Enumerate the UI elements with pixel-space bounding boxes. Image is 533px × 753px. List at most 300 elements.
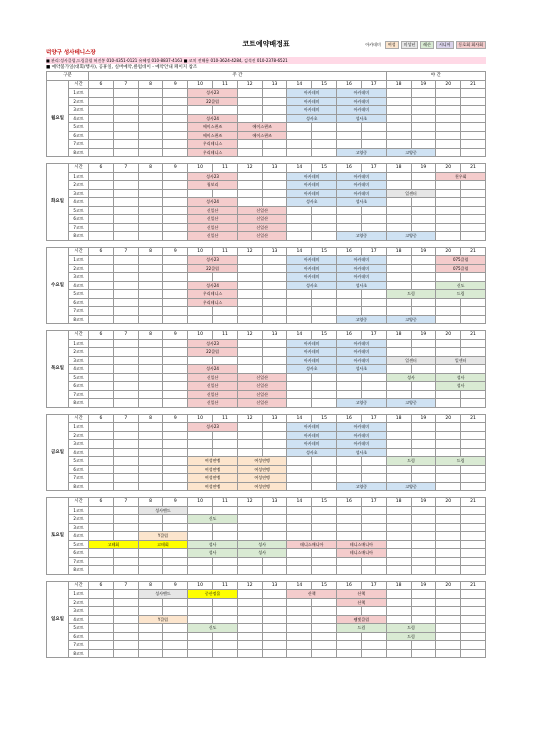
empty-slot[interactable] <box>113 189 138 198</box>
empty-slot[interactable] <box>386 590 411 599</box>
empty-slot[interactable] <box>436 641 461 650</box>
empty-slot[interactable] <box>89 632 114 641</box>
empty-slot[interactable] <box>89 131 114 140</box>
empty-slot[interactable] <box>411 223 436 232</box>
empty-slot[interactable] <box>138 181 163 190</box>
empty-slot[interactable] <box>436 89 461 98</box>
empty-slot[interactable] <box>337 307 362 316</box>
empty-slot[interactable] <box>113 307 138 316</box>
empty-slot[interactable] <box>262 339 287 348</box>
empty-slot[interactable] <box>461 515 486 524</box>
empty-slot[interactable] <box>386 641 411 650</box>
empty-slot[interactable] <box>163 382 188 391</box>
booking-cell[interactable]: 성사23 <box>188 256 238 265</box>
empty-slot[interactable] <box>237 607 262 616</box>
empty-slot[interactable] <box>237 632 262 641</box>
booking-cell[interactable]: 아카데미 <box>337 356 387 365</box>
empty-slot[interactable] <box>138 356 163 365</box>
empty-slot[interactable] <box>163 307 188 316</box>
empty-slot[interactable] <box>436 474 461 483</box>
empty-slot[interactable] <box>213 523 238 532</box>
empty-slot[interactable] <box>163 232 188 241</box>
empty-slot[interactable] <box>337 557 362 566</box>
empty-slot[interactable] <box>138 365 163 374</box>
empty-slot[interactable] <box>213 307 238 316</box>
booking-cell[interactable]: 테니스매니아 <box>337 540 387 549</box>
booking-cell[interactable]: 아카데미 <box>287 339 337 348</box>
empty-slot[interactable] <box>237 172 262 181</box>
empty-slot[interactable] <box>361 566 386 575</box>
empty-slot[interactable] <box>163 256 188 265</box>
empty-slot[interactable] <box>287 307 312 316</box>
booking-cell[interactable]: 우리테니스 <box>188 140 238 149</box>
empty-slot[interactable] <box>287 315 312 324</box>
empty-slot[interactable] <box>163 273 188 282</box>
empty-slot[interactable] <box>436 181 461 190</box>
booking-cell[interactable]: 신일산 <box>237 373 287 382</box>
empty-slot[interactable] <box>312 232 337 241</box>
empty-slot[interactable] <box>337 131 362 140</box>
empty-slot[interactable] <box>237 189 262 198</box>
empty-slot[interactable] <box>113 198 138 207</box>
empty-slot[interactable] <box>138 423 163 432</box>
booking-cell[interactable]: 우리테니스 <box>188 290 238 299</box>
empty-slot[interactable] <box>411 348 436 357</box>
empty-slot[interactable] <box>312 382 337 391</box>
empty-slot[interactable] <box>138 431 163 440</box>
empty-slot[interactable] <box>262 172 287 181</box>
empty-slot[interactable] <box>262 273 287 282</box>
empty-slot[interactable] <box>411 649 436 658</box>
empty-slot[interactable] <box>312 373 337 382</box>
empty-slot[interactable] <box>436 448 461 457</box>
empty-slot[interactable] <box>188 532 213 541</box>
empty-slot[interactable] <box>113 206 138 215</box>
empty-slot[interactable] <box>287 515 312 524</box>
empty-slot[interactable] <box>237 515 262 524</box>
booking-cell[interactable]: 성사밴드 <box>138 506 188 515</box>
booking-cell[interactable]: 여성연맹 <box>237 474 287 483</box>
booking-cell[interactable]: 아카데미 <box>337 264 387 273</box>
empty-slot[interactable] <box>411 273 436 282</box>
empty-slot[interactable] <box>461 423 486 432</box>
booking-cell[interactable]: 아카데미 <box>337 423 387 432</box>
empty-slot[interactable] <box>361 131 386 140</box>
booking-cell[interactable]: 신도 <box>436 281 486 290</box>
empty-slot[interactable] <box>436 431 461 440</box>
booking-cell[interactable]: 성사24 <box>188 114 238 123</box>
empty-slot[interactable] <box>163 223 188 232</box>
booking-cell[interactable]: 신일산 <box>237 206 287 215</box>
empty-slot[interactable] <box>312 140 337 149</box>
empty-slot[interactable] <box>461 131 486 140</box>
empty-slot[interactable] <box>461 390 486 399</box>
empty-slot[interactable] <box>89 106 114 115</box>
empty-slot[interactable] <box>89 281 114 290</box>
booking-cell[interactable]: 에이스퀸즈 <box>237 131 287 140</box>
booking-cell[interactable]: 천우회 <box>436 172 486 181</box>
empty-slot[interactable] <box>461 189 486 198</box>
empty-slot[interactable] <box>237 356 262 365</box>
empty-slot[interactable] <box>411 206 436 215</box>
empty-slot[interactable] <box>436 131 461 140</box>
empty-slot[interactable] <box>436 423 461 432</box>
empty-slot[interactable] <box>361 123 386 132</box>
empty-slot[interactable] <box>213 607 238 616</box>
empty-slot[interactable] <box>262 281 287 290</box>
empty-slot[interactable] <box>411 532 436 541</box>
empty-slot[interactable] <box>411 198 436 207</box>
empty-slot[interactable] <box>361 506 386 515</box>
empty-slot[interactable] <box>337 465 362 474</box>
empty-slot[interactable] <box>361 140 386 149</box>
empty-slot[interactable] <box>411 307 436 316</box>
empty-slot[interactable] <box>337 566 362 575</box>
empty-slot[interactable] <box>461 148 486 157</box>
empty-slot[interactable] <box>113 390 138 399</box>
booking-cell[interactable]: 신일산 <box>188 399 238 408</box>
empty-slot[interactable] <box>386 423 411 432</box>
empty-slot[interactable] <box>138 641 163 650</box>
empty-slot[interactable] <box>163 131 188 140</box>
empty-slot[interactable] <box>163 215 188 224</box>
empty-slot[interactable] <box>113 431 138 440</box>
empty-slot[interactable] <box>138 172 163 181</box>
empty-slot[interactable] <box>113 148 138 157</box>
empty-slot[interactable] <box>163 557 188 566</box>
empty-slot[interactable] <box>436 232 461 241</box>
empty-slot[interactable] <box>89 641 114 650</box>
empty-slot[interactable] <box>262 615 287 624</box>
empty-slot[interactable] <box>312 465 337 474</box>
empty-slot[interactable] <box>436 298 461 307</box>
empty-slot[interactable] <box>237 307 262 316</box>
empty-slot[interactable] <box>386 532 411 541</box>
empty-slot[interactable] <box>436 624 461 633</box>
empty-slot[interactable] <box>237 641 262 650</box>
empty-slot[interactable] <box>237 198 262 207</box>
empty-slot[interactable] <box>287 474 312 483</box>
empty-slot[interactable] <box>188 440 213 449</box>
empty-slot[interactable] <box>312 557 337 566</box>
empty-slot[interactable] <box>411 557 436 566</box>
empty-slot[interactable] <box>461 106 486 115</box>
empty-slot[interactable] <box>337 474 362 483</box>
booking-cell[interactable]: 여성연맹 <box>188 457 238 466</box>
empty-slot[interactable] <box>89 549 114 558</box>
empty-slot[interactable] <box>138 97 163 106</box>
empty-slot[interactable] <box>287 532 312 541</box>
empty-slot[interactable] <box>89 256 114 265</box>
booking-cell[interactable]: 성사초 <box>287 365 337 374</box>
empty-slot[interactable] <box>89 515 114 524</box>
empty-slot[interactable] <box>386 549 411 558</box>
empty-slot[interactable] <box>262 624 287 633</box>
empty-slot[interactable] <box>138 273 163 282</box>
booking-cell[interactable]: 성사초 <box>337 281 387 290</box>
empty-slot[interactable] <box>312 632 337 641</box>
empty-slot[interactable] <box>188 356 213 365</box>
booking-cell[interactable]: 신일산 <box>188 232 238 241</box>
empty-slot[interactable] <box>113 549 138 558</box>
empty-slot[interactable] <box>237 615 262 624</box>
empty-slot[interactable] <box>163 106 188 115</box>
empty-slot[interactable] <box>237 290 262 299</box>
empty-slot[interactable] <box>386 223 411 232</box>
booking-cell[interactable]: 아카데미 <box>287 423 337 432</box>
booking-cell[interactable]: 고테회 <box>89 540 139 549</box>
empty-slot[interactable] <box>461 523 486 532</box>
empty-slot[interactable] <box>436 140 461 149</box>
booking-cell[interactable]: 신일산 <box>237 223 287 232</box>
empty-slot[interactable] <box>287 649 312 658</box>
empty-slot[interactable] <box>113 641 138 650</box>
booking-cell[interactable]: 성사 <box>188 549 238 558</box>
empty-slot[interactable] <box>287 131 312 140</box>
empty-slot[interactable] <box>262 423 287 432</box>
empty-slot[interactable] <box>89 440 114 449</box>
empty-slot[interactable] <box>461 506 486 515</box>
empty-slot[interactable] <box>89 232 114 241</box>
empty-slot[interactable] <box>262 298 287 307</box>
empty-slot[interactable] <box>361 307 386 316</box>
empty-slot[interactable] <box>113 615 138 624</box>
empty-slot[interactable] <box>337 290 362 299</box>
empty-slot[interactable] <box>163 566 188 575</box>
empty-slot[interactable] <box>312 206 337 215</box>
empty-slot[interactable] <box>237 557 262 566</box>
empty-slot[interactable] <box>411 566 436 575</box>
empty-slot[interactable] <box>237 256 262 265</box>
empty-slot[interactable] <box>138 223 163 232</box>
empty-slot[interactable] <box>163 474 188 483</box>
empty-slot[interactable] <box>386 506 411 515</box>
empty-slot[interactable] <box>461 206 486 215</box>
booking-cell[interactable]: 성사23 <box>188 172 238 181</box>
empty-slot[interactable] <box>337 523 362 532</box>
empty-slot[interactable] <box>113 140 138 149</box>
booking-cell[interactable]: 드림 <box>337 624 387 633</box>
empty-slot[interactable] <box>361 649 386 658</box>
empty-slot[interactable] <box>411 114 436 123</box>
empty-slot[interactable] <box>89 590 114 599</box>
empty-slot[interactable] <box>461 557 486 566</box>
empty-slot[interactable] <box>386 140 411 149</box>
empty-slot[interactable] <box>237 264 262 273</box>
empty-slot[interactable] <box>89 298 114 307</box>
empty-slot[interactable] <box>163 189 188 198</box>
empty-slot[interactable] <box>411 423 436 432</box>
booking-cell[interactable]: Y클럽 <box>138 615 188 624</box>
empty-slot[interactable] <box>262 89 287 98</box>
empty-slot[interactable] <box>386 181 411 190</box>
empty-slot[interactable] <box>386 264 411 273</box>
empty-slot[interactable] <box>188 641 213 650</box>
empty-slot[interactable] <box>138 114 163 123</box>
empty-slot[interactable] <box>262 140 287 149</box>
empty-slot[interactable] <box>461 624 486 633</box>
booking-cell[interactable]: 성사초 <box>337 448 387 457</box>
empty-slot[interactable] <box>163 89 188 98</box>
empty-slot[interactable] <box>287 632 312 641</box>
empty-slot[interactable] <box>113 532 138 541</box>
booking-cell[interactable]: 성사23 <box>188 339 238 348</box>
empty-slot[interactable] <box>262 114 287 123</box>
empty-slot[interactable] <box>213 273 238 282</box>
empty-slot[interactable] <box>386 465 411 474</box>
booking-cell[interactable]: 성사 <box>386 373 436 382</box>
empty-slot[interactable] <box>411 540 436 549</box>
empty-slot[interactable] <box>461 315 486 324</box>
empty-slot[interactable] <box>386 307 411 316</box>
empty-slot[interactable] <box>386 281 411 290</box>
booking-cell[interactable]: 아카데미 <box>287 273 337 282</box>
empty-slot[interactable] <box>386 206 411 215</box>
empty-slot[interactable] <box>337 649 362 658</box>
empty-slot[interactable] <box>237 523 262 532</box>
empty-slot[interactable] <box>138 390 163 399</box>
empty-slot[interactable] <box>163 181 188 190</box>
empty-slot[interactable] <box>262 264 287 273</box>
empty-slot[interactable] <box>237 140 262 149</box>
empty-slot[interactable] <box>262 365 287 374</box>
booking-cell[interactable]: 고양중 <box>386 232 436 241</box>
empty-slot[interactable] <box>386 566 411 575</box>
empty-slot[interactable] <box>113 348 138 357</box>
empty-slot[interactable] <box>188 566 213 575</box>
empty-slot[interactable] <box>262 448 287 457</box>
empty-slot[interactable] <box>386 615 411 624</box>
empty-slot[interactable] <box>138 649 163 658</box>
booking-cell[interactable]: 뀀빛클럽 <box>337 615 387 624</box>
empty-slot[interactable] <box>411 123 436 132</box>
booking-cell[interactable]: 고양중 <box>386 315 436 324</box>
booking-cell[interactable]: 고양중 <box>337 315 387 324</box>
empty-slot[interactable] <box>163 399 188 408</box>
empty-slot[interactable] <box>237 181 262 190</box>
empty-slot[interactable] <box>411 256 436 265</box>
empty-slot[interactable] <box>163 315 188 324</box>
empty-slot[interactable] <box>361 532 386 541</box>
empty-slot[interactable] <box>287 290 312 299</box>
empty-slot[interactable] <box>113 632 138 641</box>
empty-slot[interactable] <box>138 399 163 408</box>
booking-cell[interactable]: 여성연맹 <box>188 474 238 483</box>
empty-slot[interactable] <box>163 365 188 374</box>
booking-cell[interactable]: 아카데미 <box>287 172 337 181</box>
empty-slot[interactable] <box>237 440 262 449</box>
booking-cell[interactable]: 성사초 <box>287 114 337 123</box>
empty-slot[interactable] <box>312 307 337 316</box>
empty-slot[interactable] <box>461 198 486 207</box>
empty-slot[interactable] <box>138 290 163 299</box>
empty-slot[interactable] <box>337 515 362 524</box>
empty-slot[interactable] <box>287 482 312 491</box>
empty-slot[interactable] <box>312 482 337 491</box>
empty-slot[interactable] <box>361 474 386 483</box>
booking-cell[interactable]: 신일산 <box>188 382 238 391</box>
empty-slot[interactable] <box>89 307 114 316</box>
empty-slot[interactable] <box>262 598 287 607</box>
empty-slot[interactable] <box>89 198 114 207</box>
booking-cell[interactable]: 드림 <box>386 624 436 633</box>
empty-slot[interactable] <box>312 390 337 399</box>
booking-cell[interactable]: 테니스매니아 <box>287 540 337 549</box>
empty-slot[interactable] <box>386 256 411 265</box>
booking-cell[interactable]: 아카데미 <box>287 181 337 190</box>
empty-slot[interactable] <box>213 598 238 607</box>
empty-slot[interactable] <box>113 123 138 132</box>
empty-slot[interactable] <box>237 532 262 541</box>
empty-slot[interactable] <box>411 382 436 391</box>
empty-slot[interactable] <box>262 97 287 106</box>
empty-slot[interactable] <box>436 632 461 641</box>
empty-slot[interactable] <box>461 114 486 123</box>
empty-slot[interactable] <box>312 123 337 132</box>
booking-cell[interactable]: 성사 <box>188 540 238 549</box>
empty-slot[interactable] <box>89 399 114 408</box>
empty-slot[interactable] <box>436 114 461 123</box>
booking-cell[interactable]: 아카데미 <box>337 431 387 440</box>
empty-slot[interactable] <box>188 431 213 440</box>
empty-slot[interactable] <box>386 382 411 391</box>
empty-slot[interactable] <box>113 649 138 658</box>
empty-slot[interactable] <box>411 172 436 181</box>
empty-slot[interactable] <box>361 373 386 382</box>
empty-slot[interactable] <box>361 390 386 399</box>
empty-slot[interactable] <box>411 264 436 273</box>
empty-slot[interactable] <box>138 281 163 290</box>
empty-slot[interactable] <box>436 557 461 566</box>
empty-slot[interactable] <box>113 281 138 290</box>
empty-slot[interactable] <box>287 206 312 215</box>
empty-slot[interactable] <box>138 457 163 466</box>
empty-slot[interactable] <box>89 206 114 215</box>
booking-cell[interactable]: 고양중 <box>386 148 436 157</box>
booking-cell[interactable]: 성사 <box>436 373 486 382</box>
empty-slot[interactable] <box>411 106 436 115</box>
booking-cell[interactable]: 드림 <box>436 290 486 299</box>
empty-slot[interactable] <box>138 307 163 316</box>
empty-slot[interactable] <box>113 298 138 307</box>
empty-slot[interactable] <box>113 590 138 599</box>
empty-slot[interactable] <box>287 598 312 607</box>
booking-cell[interactable]: 신일산 <box>237 390 287 399</box>
booking-cell[interactable]: 아카데미 <box>287 431 337 440</box>
empty-slot[interactable] <box>262 523 287 532</box>
empty-slot[interactable] <box>237 281 262 290</box>
empty-slot[interactable] <box>287 215 312 224</box>
empty-slot[interactable] <box>436 223 461 232</box>
booking-cell[interactable]: 아카데미 <box>287 189 337 198</box>
empty-slot[interactable] <box>163 632 188 641</box>
empty-slot[interactable] <box>287 566 312 575</box>
empty-slot[interactable] <box>386 339 411 348</box>
empty-slot[interactable] <box>262 506 287 515</box>
empty-slot[interactable] <box>138 140 163 149</box>
empty-slot[interactable] <box>89 356 114 365</box>
empty-slot[interactable] <box>411 431 436 440</box>
booking-cell[interactable]: 신일산 <box>237 382 287 391</box>
empty-slot[interactable] <box>138 557 163 566</box>
empty-slot[interactable] <box>312 399 337 408</box>
booking-cell[interactable]: 아카데미 <box>337 89 387 98</box>
booking-cell[interactable]: 아카데미 <box>287 106 337 115</box>
empty-slot[interactable] <box>411 549 436 558</box>
empty-slot[interactable] <box>287 223 312 232</box>
empty-slot[interactable] <box>436 198 461 207</box>
empty-slot[interactable] <box>113 399 138 408</box>
